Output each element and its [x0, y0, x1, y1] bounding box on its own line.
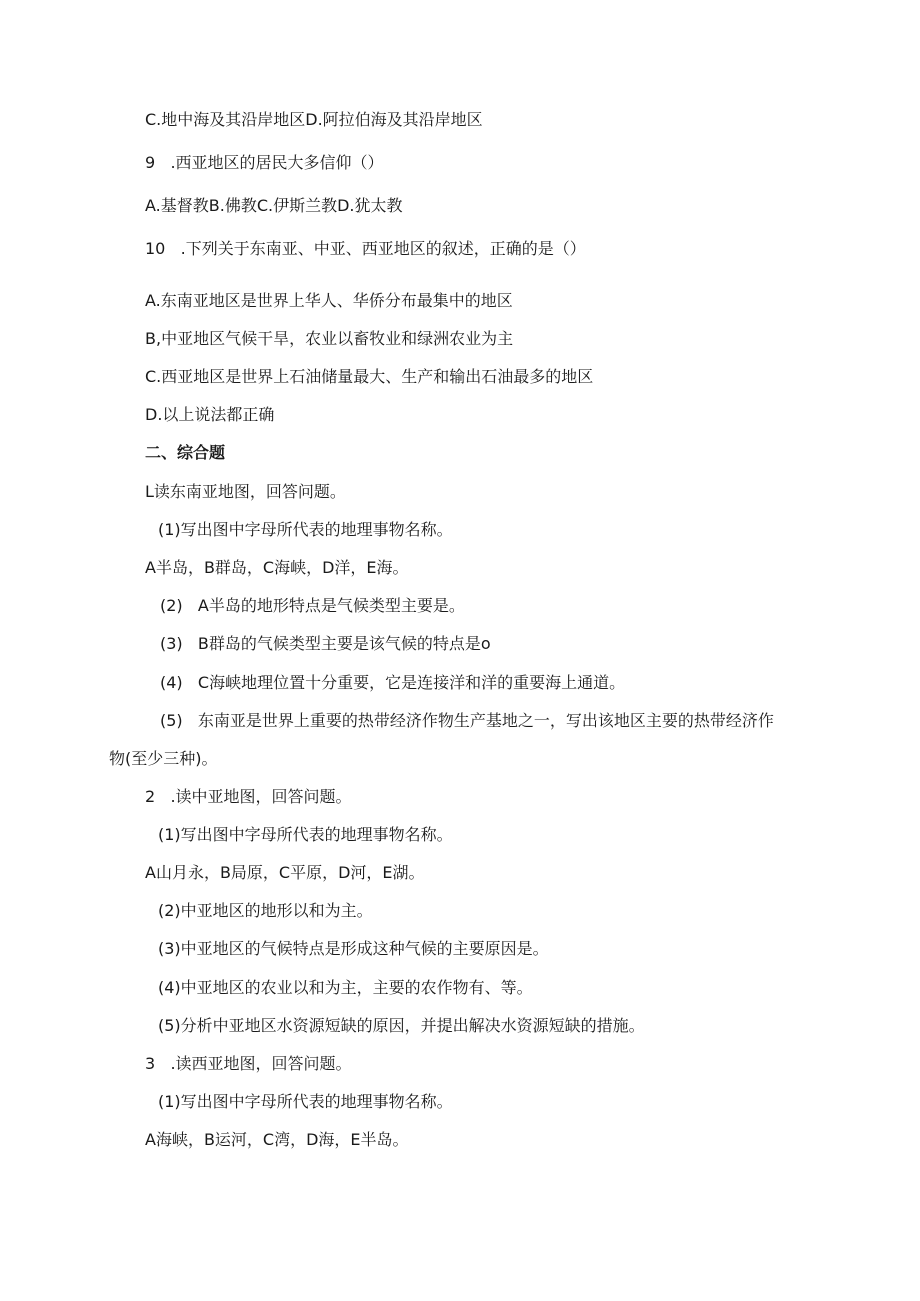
- question-3-intro: 3 .读西亚地图，回答问题。: [145, 1054, 352, 1073]
- option-a-q10: A.东南亚地区是世界上华人、华侨分布最集中的地区: [145, 291, 513, 310]
- option-d-q10: D.以上说法都正确: [145, 405, 275, 424]
- question-2-intro: 2 .读中亚地图，回答问题。: [145, 787, 352, 806]
- question-3-answer-line: A海峡，B运河，C湾，D海，E半岛。: [145, 1130, 409, 1149]
- section-heading: 二、综合题: [145, 443, 226, 462]
- question-1-answer-line: A半岛，B群岛，C海峡，D洋，E海。: [145, 558, 409, 577]
- option-c-q10: C.西亚地区是世界上石油储量最大、生产和输出石油最多的地区: [145, 367, 594, 386]
- options-q9: A.基督教B.佛教C.伊斯兰教D.犹太教: [145, 196, 403, 215]
- question-10: 10 .下列关于东南亚、中亚、西亚地区的叙述，正确的是（）: [145, 239, 586, 258]
- question-3-part-1: (1)写出图中字母所代表的地理事物名称。: [158, 1092, 453, 1111]
- option-cd-q8: C.地中海及其沿岸地区D.阿拉伯海及其沿岸地区: [145, 110, 483, 129]
- question-2-part-5: (5)分析中亚地区水资源短缺的原因，并提出解决水资源短缺的措施。: [158, 1016, 645, 1035]
- option-b-q10: B,中亚地区气候干旱，农业以畜牧业和绿洲农业为主: [145, 329, 514, 348]
- question-2-part-2: (2)中亚地区的地形以和为主。: [158, 901, 373, 920]
- question-1-part-4: (4) C海峡地理位置十分重要，它是连接洋和洋的重要海上通道。: [160, 673, 626, 692]
- question-2-answer-line: A山月永，B局原，C平原，D河，E湖。: [145, 863, 425, 882]
- question-1-part-5-cont: 物(至少三种)。: [109, 749, 218, 768]
- question-2-part-3: (3)中亚地区的气候特点是形成这种气候的主要原因是。: [158, 939, 549, 958]
- question-9: 9 .西亚地区的居民大多信仰（）: [145, 153, 384, 172]
- question-1-part-5: (5) 东南亚是世界上重要的热带经济作物生产基地之一，写出该地区主要的热带经济作: [160, 711, 774, 730]
- question-1-part-1: (1)写出图中字母所代表的地理事物名称。: [158, 520, 453, 539]
- question-2-part-4: (4)中亚地区的农业以和为主，主要的农作物有、等。: [158, 978, 533, 997]
- question-1-part-3: (3) B群岛的气候类型主要是该气候的特点是o: [160, 634, 491, 653]
- question-1-intro: L读东南亚地图，回答问题。: [145, 482, 346, 501]
- question-1-part-2: (2) A半岛的地形特点是气候类型主要是。: [160, 596, 465, 615]
- question-2-part-1: (1)写出图中字母所代表的地理事物名称。: [158, 825, 453, 844]
